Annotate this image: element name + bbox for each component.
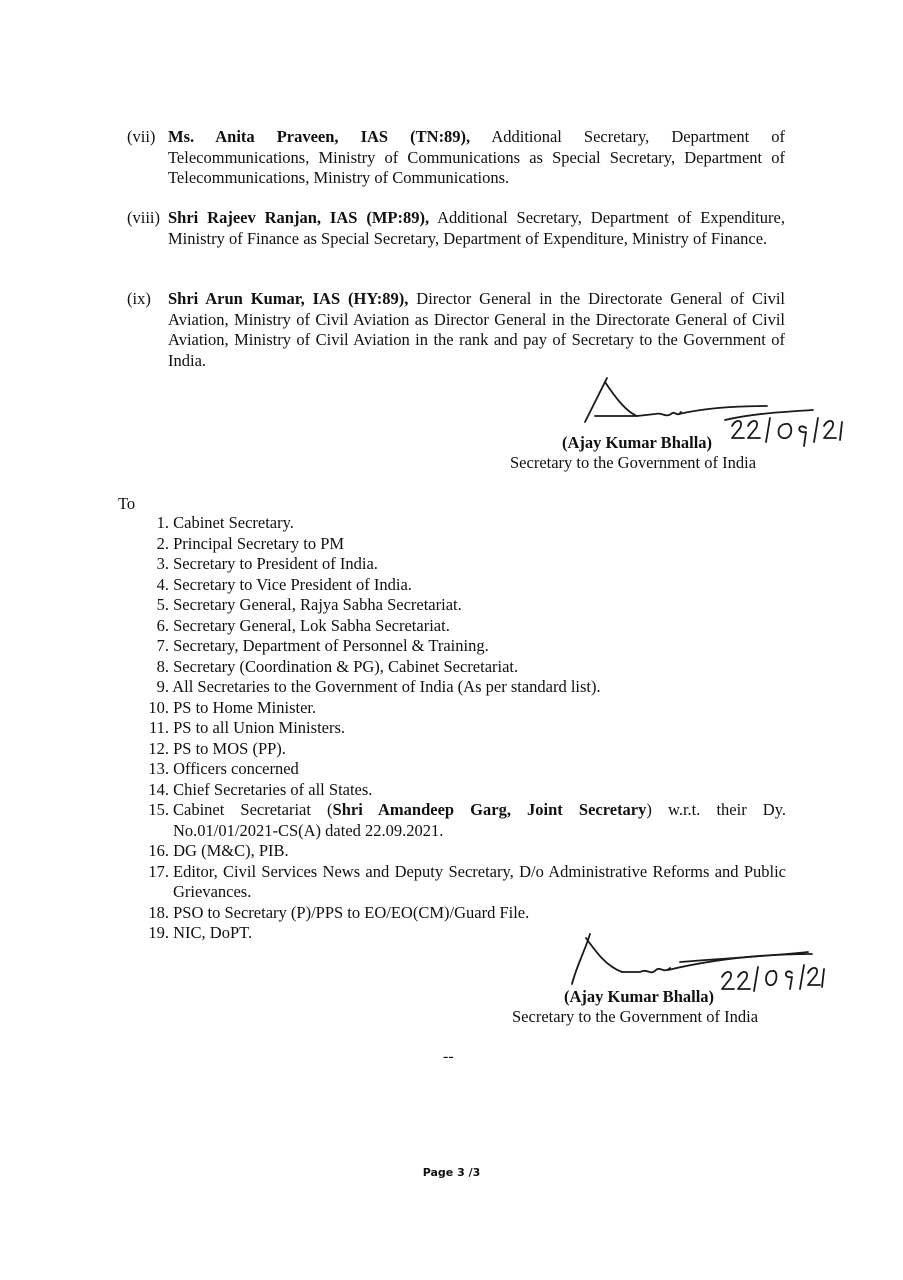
officer-name: Shri Rajeev Ranjan, IAS (MP:89), <box>168 208 430 227</box>
item-body: Additional Secretary, Department of Telecommunications, Ministry of Communications as Special Secretary, Department of Telecommunications, Ministry of Communications. <box>168 127 785 187</box>
list-item: 17. Editor, Civil Services News and Deputy Secretary, D/o Administrative Reforms and Public Grievances. <box>148 861 786 901</box>
order-item-viii <box>127 208 785 249</box>
item-text <box>168 289 785 371</box>
list-item: 8. Secretary (Coordination & PG), Cabinet Secretariat. <box>156 656 519 676</box>
list-item: 1. Cabinet Secretary. <box>156 513 294 532</box>
list-item: 5. Secretary General, Rajya Sabha Secretariat. <box>156 595 462 614</box>
to-label: To <box>118 494 136 513</box>
list-item: 18. PSO to Secretary (P)/PPS to EO/EO(CM)/Guard File. <box>148 902 530 922</box>
signatory-name: (Ajay Kumar Bhalla) <box>562 433 713 452</box>
list-item: 6. Secretary General, Lok Sabha Secretariat. <box>156 615 450 635</box>
list-item: 7. Secretary, Department of Personnel & Training. <box>156 636 489 655</box>
signatory-designation: Secretary to the Government of India <box>510 453 757 472</box>
officer-name: Ms. Anita Praveen, IAS (TN:89), <box>168 127 471 146</box>
list-item: 12. PS to MOS (PP). <box>148 738 286 758</box>
list-item: 2. Principal Secretary to PM <box>156 533 345 553</box>
list-item: 16. DG (M&C), PIB. <box>148 841 289 860</box>
item-text <box>168 208 785 249</box>
end-dash: -- <box>443 1048 454 1065</box>
officer-name: Shri Arun Kumar, IAS (HY:89), <box>168 289 409 308</box>
list-item: 13. Officers concerned <box>148 759 299 778</box>
item-number: (viii) <box>127 208 160 227</box>
list-item: 14. Chief Secretaries of all States. <box>148 779 373 799</box>
officer-name: Shri Amandeep Garg, Joint Secretary <box>332 800 647 819</box>
list-item: 11. PS to all Union Ministers. <box>148 718 346 737</box>
item-text <box>168 127 785 189</box>
item-body: Director General in the Directorate General of Civil Aviation, Ministry of Civil Aviation as Director General in the Directorate General of Civil Aviation, Ministry of Civil Aviation in the rank and pay of Secretary to the Government of India. <box>168 289 785 370</box>
page-number: Page 3 /3 <box>422 1166 481 1179</box>
order-item-ix <box>127 289 785 371</box>
signatory-designation: Secretary to the Government of India <box>512 1007 759 1026</box>
list-item: 9. All Secretaries to the Government of India (As per standard list). <box>156 677 601 696</box>
order-item-vii <box>127 127 785 189</box>
signature-block-2 <box>512 987 758 1027</box>
distribution-list <box>141 513 786 944</box>
list-item: 19. NIC, DoPT. <box>148 923 253 942</box>
item-number: (ix) <box>127 289 151 308</box>
list-item: 15. Cabinet Secretariat (Shri Amandeep Garg, Joint Secretary) w.r.t. their Dy. No.01/01/2021-CS(A) dated 22.09.2021. <box>148 800 787 840</box>
list-item: 3. Secretary to President of India. <box>156 554 378 573</box>
list-item: 4. Secretary to Vice President of India. <box>156 574 412 594</box>
item-number: (vii) <box>127 127 156 146</box>
signature-block-1 <box>510 433 756 473</box>
item-body: Additional Secretary, Department of Expenditure, Ministry of Finance as Special Secretary, Department of Expenditure, Ministry of Finance. <box>168 208 786 248</box>
signatory-name: (Ajay Kumar Bhalla) <box>564 987 715 1006</box>
list-item: 10. PS to Home Minister. <box>148 697 317 717</box>
